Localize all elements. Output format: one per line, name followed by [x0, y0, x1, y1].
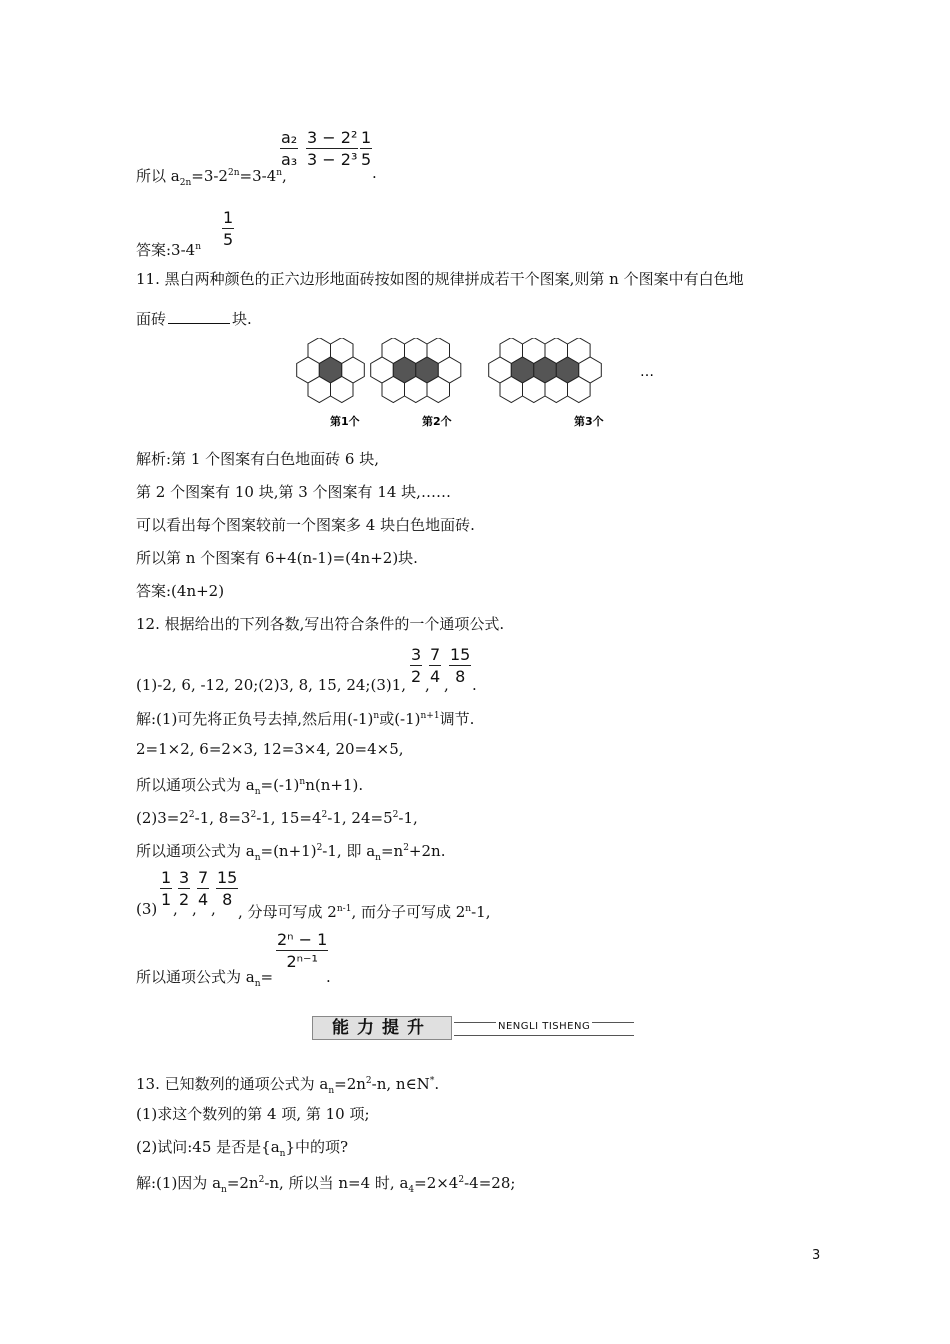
q12-end: .: [472, 676, 477, 694]
general-term-fraction: $\frac{\text{2ⁿ − 1}}{\text{2ⁿ⁻¹}}$: [277, 930, 328, 971]
sol12-3-label: (3): [136, 900, 158, 918]
sol12-comma-c: ,: [211, 900, 216, 918]
solution-11-line1: 解析:第 1 个图案有白色地面砖 6 块,: [136, 450, 379, 468]
banner-title: 能力提升: [312, 1016, 452, 1040]
sol12-end-dot: .: [326, 968, 331, 986]
fraction-answer: $\frac{1}{5}$: [223, 208, 234, 249]
dot: .: [372, 164, 377, 182]
solution-11-line3: 可以看出每个图案较前一个图案多 4 块白色地面砖.: [136, 516, 475, 534]
solution-12-line3: 所以通项公式为 $a_n=(-1)^nn(n+1)$.: [136, 776, 364, 797]
question-11-line2: 面砖 块.: [136, 310, 252, 328]
sol12-frac-3-2: $\frac{3}{2}$: [179, 868, 190, 909]
solution-12-line5: 所以通项公式为 $a_n=(n+1)^2-1$, 即 $a_n=n^2+2n$.: [136, 842, 446, 863]
q12-frac-15-8: $\frac{15}{8}$: [450, 645, 471, 686]
answer-11: 答案:(4n+2): [136, 582, 225, 600]
hexagon-tiles-figure: [290, 338, 670, 438]
question-12-items: (1)-2, 6, -12, 20;(2)3, 8, 15, 24;(3)1,: [136, 676, 407, 694]
solution-12-line6: , 分母可写成 2$^{n-1}$, 而分子可写成 2$^n$-1,: [238, 903, 491, 921]
question-13-line1: 13. 已知数列的通项公式为 $a_n=2n^2-n$, n∈N*.: [136, 1075, 440, 1096]
solution-13-line1: 解:(1)因为 $a_n=2n^2-n$, 所以当 n=4 时, $a_4=2\times 4^2-4=28$;: [136, 1174, 516, 1195]
fraction-a2-a3: $\frac{\text{a₂}}{\text{a₃}}$: [281, 128, 298, 169]
figure-ellipsis: …: [640, 364, 654, 380]
sol12-frac-1-1: $\frac{1}{1}$: [161, 868, 172, 909]
sol12-comma-a: ,: [173, 900, 178, 918]
solution-12-line7: 所以通项公式为 $a_n=$: [136, 968, 274, 989]
question-12-title: 12. 根据给出的下列各数,写出符合条件的一个通项公式.: [136, 615, 505, 633]
q12-frac-3-2: $\frac{3}{2}$: [411, 645, 422, 686]
sol12-frac-15-8: $\frac{15}{8}$: [217, 868, 238, 909]
question-13-line3: (2)试问:45 是否是$\{a_n\}$中的项?: [136, 1138, 349, 1159]
sol12-frac-7-4: $\frac{7}{4}$: [198, 868, 209, 909]
figure-label: 第3个: [574, 415, 604, 428]
figure-label: 第2个: [422, 415, 452, 428]
answer-blank: [168, 323, 230, 324]
q12-comma2: ,: [444, 676, 449, 694]
banner-subtitle: NENGLI TISHENG: [498, 1021, 591, 1032]
q12-frac-7-4: $\frac{7}{4}$: [430, 645, 441, 686]
answer-10: 答案:3-4$^n$: [136, 241, 202, 259]
solution-12-line1: 解:(1)可先将正负号去掉,然后用$(-1)^n$或$(-1)^{n+1}$调节.: [136, 710, 475, 728]
sol12-comma-b: ,: [192, 900, 197, 918]
line-a2n: 所以 $a_{2n}=3-2^{2n}=3-4^n$,: [136, 167, 287, 188]
solution-12-line4: $(2)3=2^2-1$, $8=3^2-1$, $15=4^2-1$, $24=5^2-1$,: [136, 809, 418, 827]
section-banner: [312, 1016, 637, 1040]
q12-comma1: ,: [425, 676, 430, 694]
hexagon-svg: [290, 338, 670, 438]
fraction-one-fifth: $\frac{1}{5}$: [361, 128, 372, 169]
page-number: 3: [812, 1248, 821, 1263]
solution-11-line4: 所以第 n 个图案有 6+4(n-1)=(4n+2)块.: [136, 549, 418, 567]
solution-11-line2: 第 2 个图案有 10 块,第 3 个图案有 14 块,……: [136, 483, 451, 501]
question-13-line2: (1)求这个数列的第 4 项, 第 10 项;: [136, 1105, 370, 1123]
fraction-powers: $\frac{\text{3 − 2²}}{\text{3 − 2³}}$: [307, 128, 358, 169]
solution-12-line2: 2=1×2, 6=2×3, 12=3×4, 20=4×5,: [136, 740, 404, 758]
figure-label: 第1个: [330, 415, 360, 428]
question-11-line1: 11. 黑白两种颜色的正六边形地面砖按如图的规律拼成若干个图案,则第 n 个图案中有白色地: [136, 270, 744, 288]
